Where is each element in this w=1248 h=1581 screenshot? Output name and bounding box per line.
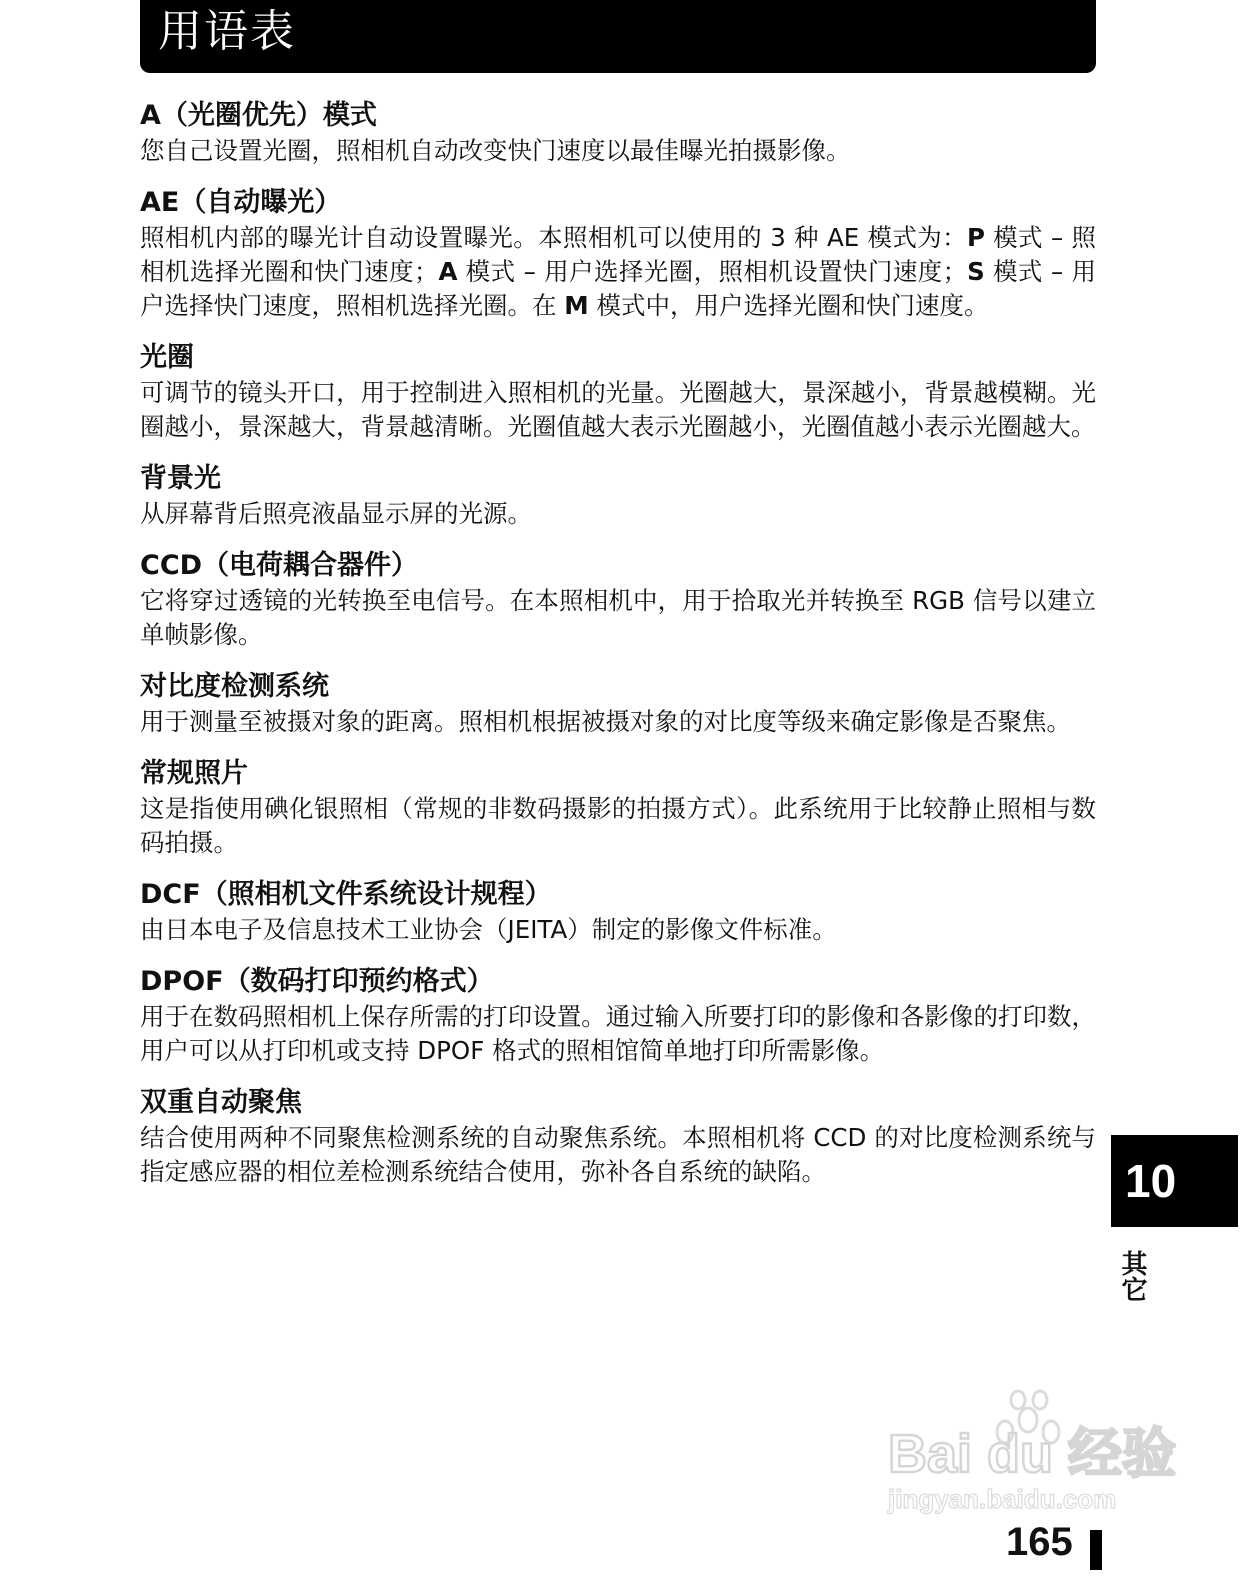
glossary-entry-a-mode: [140, 98, 1096, 168]
glossary-definition: 由日本电子及信息技术工业协会（JEITA）制定的影像文件标准。: [140, 915, 837, 944]
svg-text:jingyan.baidu.com: jingyan.baidu.com: [888, 1484, 1117, 1514]
baidu-watermark-logo: [880, 1380, 1180, 1530]
glossary-entry-contrast-detection: [140, 669, 1096, 739]
chapter-label: 其它: [1117, 1250, 1147, 1302]
glossary-entry-ccd: [140, 548, 1096, 652]
glossary-entry-dual-af: [140, 1085, 1096, 1189]
glossary-definition: 这是指使用碘化银照相（常规的非数码摄影的拍摄方式）。此系统用于比较静止照相与数码拍摄。: [140, 794, 1096, 857]
svg-text:Bai du 经验: Bai du 经验: [888, 1424, 1177, 1484]
glossary-definition: 用于在数码照相机上保存所需的打印设置。通过输入所要打印的影像和各影像的打印数，用户可以从打印机或支持 DPOF 格式的照相馆简单地打印所需影像。: [140, 1002, 1096, 1065]
glossary-definition: 您自己设置光圈，照相机自动改变快门速度以最佳曝光拍摄影像。: [140, 136, 851, 165]
glossary-term: A（光圈优先）模式: [140, 100, 377, 131]
glossary-entry-conventional-photo: [140, 756, 1096, 860]
glossary-term: AE（自动曝光）: [140, 187, 342, 218]
glossary-term: 双重自动聚焦: [140, 1087, 302, 1118]
glossary-term: 常规照片: [140, 758, 248, 789]
chapter-number-tab: 10: [1111, 1135, 1238, 1227]
glossary-term: DPOF（数码打印预约格式）: [140, 966, 494, 997]
glossary-entry-ae: [140, 185, 1096, 323]
glossary-term: DCF（照相机文件系统设计规程）: [140, 879, 552, 910]
glossary-list: [140, 98, 1096, 1206]
glossary-definition: 从屏幕背后照亮液晶显示屏的光源。: [140, 499, 532, 528]
glossary-definition: 用于测量至被摄对象的距离。照相机根据被摄对象的对比度等级来确定影像是否聚焦。: [140, 707, 1071, 736]
glossary-term: 光圈: [140, 342, 194, 373]
glossary-entry-dcf: [140, 877, 1096, 947]
glossary-definition: 照相机内部的曝光计自动设置曝光。本照相机可以使用的 3 种 AE 模式为：P 模式 – 照相机选择光圈和快门速度；A 模式 – 用户选择光圈，照相机设置快门速度；S 模式 – 用户选择快门速度，照相机选择光圈。在 M 模式中，用户选择光圈和快门速度。: [140, 223, 1096, 320]
glossary-term: 背景光: [140, 463, 221, 494]
glossary-entry-aperture: [140, 340, 1096, 444]
glossary-term: CCD（电荷耦合器件）: [140, 550, 419, 581]
glossary-entry-backlight: [140, 461, 1096, 531]
page-number: 165: [1006, 1520, 1073, 1564]
glossary-definition: 它将穿过透镜的光转换至电信号。在本照相机中，用于拾取光并转换至 RGB 信号以建立单帧影像。: [140, 586, 1096, 649]
glossary-entry-dpof: [140, 964, 1096, 1068]
glossary-header-bar: [140, 0, 1096, 73]
glossary-definition: 结合使用两种不同聚焦检测系统的自动聚焦系统。本照相机将 CCD 的对比度检测系统与指定感应器的相位差检测系统结合使用，弥补各自系统的缺陷。: [140, 1123, 1096, 1186]
page-title: 用语表: [158, 6, 296, 57]
page-marker-bar: [1090, 1530, 1102, 1570]
glossary-term: 对比度检测系统: [140, 671, 329, 702]
glossary-definition: 可调节的镜头开口，用于控制进入照相机的光量。光圈越大，景深越小，背景越模糊。光圈越小，景深越大，背景越清晰。光圈值越大表示光圈越小，光圈值越小表示光圈越大。: [140, 378, 1096, 441]
